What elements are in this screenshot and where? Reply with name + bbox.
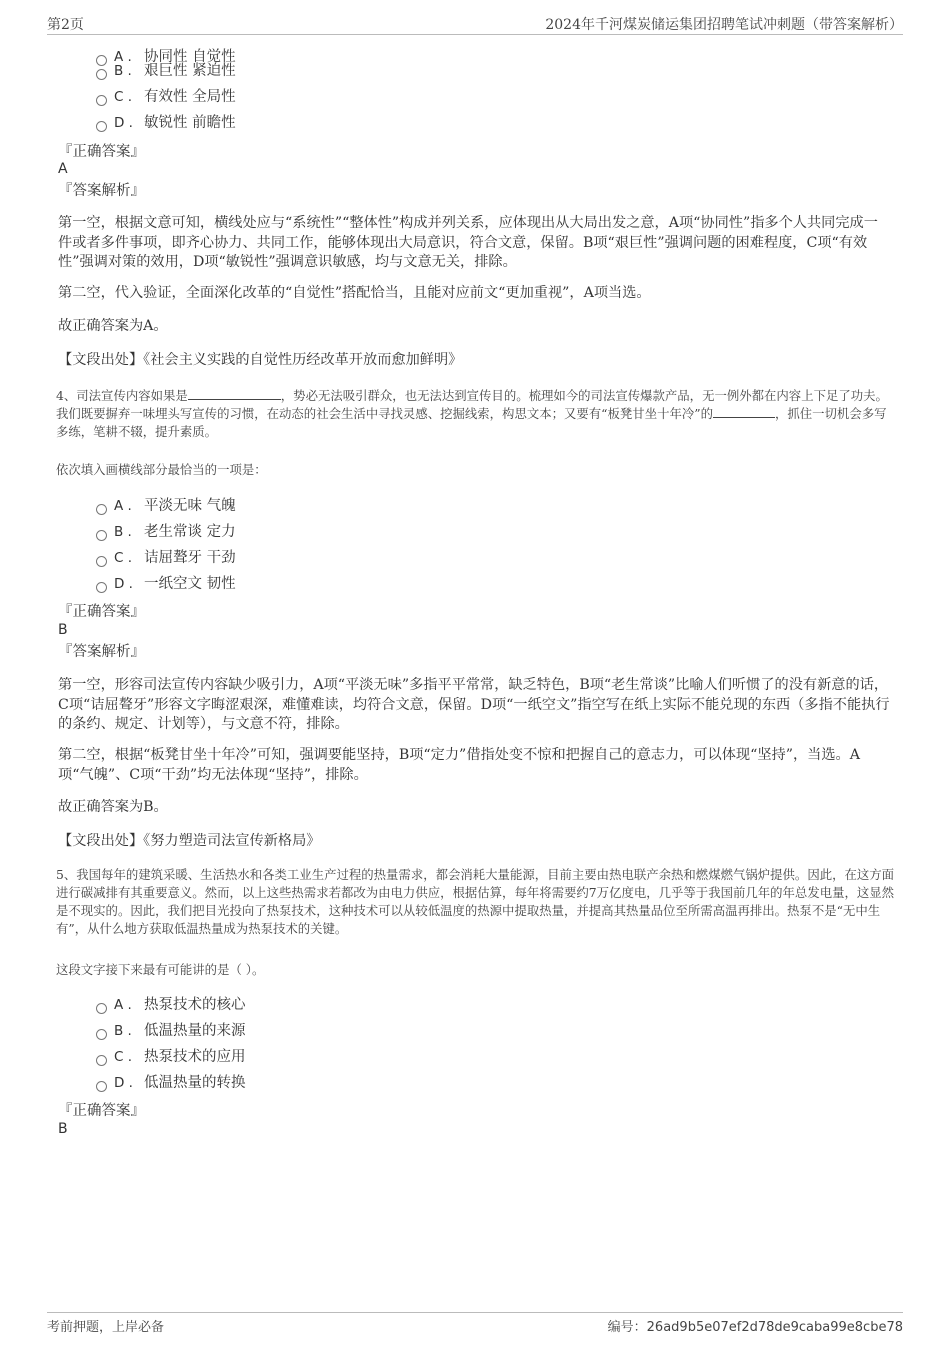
q3-analysis-label: 『答案解析』: [58, 183, 145, 199]
q3-option-c[interactable]: C . 有效性 全局性: [96, 87, 236, 107]
page-header: [47, 10, 903, 35]
q4-source: 【文段出处】《努力塑造司法宣传新格局》: [58, 833, 321, 849]
q3-source: 【文段出处】《社会主义实践的自觉性历经改革开放而愈加鲜明》: [58, 352, 463, 368]
q4-analysis-paragraph: 第二空，根据“板凳甘坐十年冷”可知，强调要能坚持，B项“定力”借指处变不惊和把握自己的意志力，可以体现“坚持”，当选。A项“气魄”、C项“干劲”均无法体现“坚持”，排除。: [58, 747, 860, 783]
q4-option-d[interactable]: D . 一纸空文 韧性: [96, 574, 236, 594]
q5-answer-label: 『正确答案』: [58, 1103, 145, 1119]
q3-analysis-paragraph: 第一空，根据文意可知，横线处应与“系统性”“整体性”构成并列关系，应体现出从大局出发之意，A项“协同性”指多个人共同完成一件或者多件事项，即齐心协力、共同工作，能够体现出大局意识，符合文意，保留。B项“艰巨性”强调问题的困难程度，C项“有效性”强调对策的效用，D项“敏锐性”强调意识敏感，均与文意无关，排除。: [58, 215, 878, 270]
footer-slogan: 考前押题，上岸必备: [47, 1320, 165, 1335]
page-number: 第2页: [47, 17, 84, 33]
radio-icon[interactable]: [96, 95, 107, 106]
q4-question-text: 4、司法宣传内容如果是 ，势必无法吸引群众，也无法达到宣传目的。梳理如今的司法宣传爆款产品，无一例外都在内容上下足了功夫。我们既要摒弃一味埋头写宣传的习惯，在动态的社会生活中寻找灵感、挖掘线索，构思文本；又要有“板凳甘坐十年冷”的 ，抓住一切机会多写多练，笔耕不辍，提升素质。: [56, 388, 888, 439]
q4-analysis-label: 『答案解析』: [58, 644, 145, 660]
q5-question-text: 5、我国每年的建筑采暖、生活热水和各类工业生产过程的热量需求，都会消耗大量能源，目前主要由热电联产余热和燃煤燃气锅炉提供。因此，在这方面进行碳减排有其重要意义。然而，以上这些热需求若都改为由电力供应，根据估算，每年将需要约7万亿度电，几乎等于我国前几年的年总发电量，这显然是不现实的。因此，我们把目光投向了热泵技术，这种技术可以从较低温度的热源中提取热量，并提高其热量品位至所需高温再排出。热泵不是“无中生有”，从什么地方获取低温热量成为热泵技术的关键。: [56, 867, 895, 936]
radio-icon[interactable]: [96, 1029, 107, 1040]
q3-answer: A: [58, 161, 68, 177]
q4-analysis-paragraph: 故正确答案为B。: [58, 799, 168, 815]
fill-blank: [188, 387, 281, 400]
fill-blank: [713, 405, 775, 418]
radio-icon[interactable]: [96, 530, 107, 541]
q4-answer: B: [58, 622, 68, 638]
q5-option-a[interactable]: A . 热泵技术的核心: [96, 995, 246, 1015]
q4-option-a[interactable]: A . 平淡无味 气魄: [96, 496, 236, 516]
radio-icon[interactable]: [96, 1003, 107, 1014]
document-code: 编号：26ad9b5e07ef2d78de9caba99e8cbe78: [607, 1320, 903, 1335]
radio-icon[interactable]: [96, 504, 107, 515]
q5-option-c[interactable]: C . 热泵技术的应用: [96, 1047, 246, 1067]
q5-option-d[interactable]: D . 低温热量的转换: [96, 1073, 246, 1093]
radio-icon[interactable]: [96, 582, 107, 593]
q3-answer-label: 『正确答案』: [58, 144, 145, 160]
q3-analysis-paragraph: 故正确答案为A。: [58, 318, 168, 334]
q3-option-b[interactable]: B . 艰巨性 紧迫性: [96, 61, 236, 81]
q3-analysis-paragraph: 第二空，代入验证，全面深化改革的“自觉性”搭配恰当，且能对应前文“更加重视”，A项当选。: [58, 285, 651, 301]
q3-option-d[interactable]: D . 敏锐性 前瞻性: [96, 113, 236, 133]
document-title: 2024年千河煤炭储运集团招聘笔试冲刺题（带答案解析）: [545, 17, 903, 33]
q5-prompt: 这段文字接下来最有可能讲的是（ ）。: [56, 962, 265, 977]
radio-icon[interactable]: [96, 69, 107, 80]
q4-prompt: 依次填入画横线部分最恰当的一项是：: [56, 462, 267, 477]
q4-option-c[interactable]: C . 诘屈聱牙 干劲: [96, 548, 236, 568]
radio-icon[interactable]: [96, 1055, 107, 1066]
page-footer: [47, 1312, 903, 1337]
q5-option-b[interactable]: B . 低温热量的来源: [96, 1021, 246, 1041]
q5-answer: B: [58, 1121, 68, 1137]
radio-icon[interactable]: [96, 121, 107, 132]
q4-answer-label: 『正确答案』: [58, 604, 145, 620]
q4-analysis-paragraph: 第一空，形容司法宣传内容缺少吸引力，A项“平淡无味”多指平平常常，缺乏特色，B项“老生常谈”比喻人们听惯了的没有新意的话，C项“诘屈聱牙”形容文字晦涩艰深，难懂难读，均符合文意，保留。D项“一纸空文”指空写在纸上实际不能兑现的东西（多指不能执行的条约、规定、计划等），与文意不符，排除。: [58, 677, 890, 732]
q3-option-a[interactable]: A . 协同性 自觉性: [96, 47, 236, 67]
q4-option-b[interactable]: B . 老生常谈 定力: [96, 522, 236, 542]
radio-icon[interactable]: [96, 556, 107, 567]
radio-icon[interactable]: [96, 1081, 107, 1092]
